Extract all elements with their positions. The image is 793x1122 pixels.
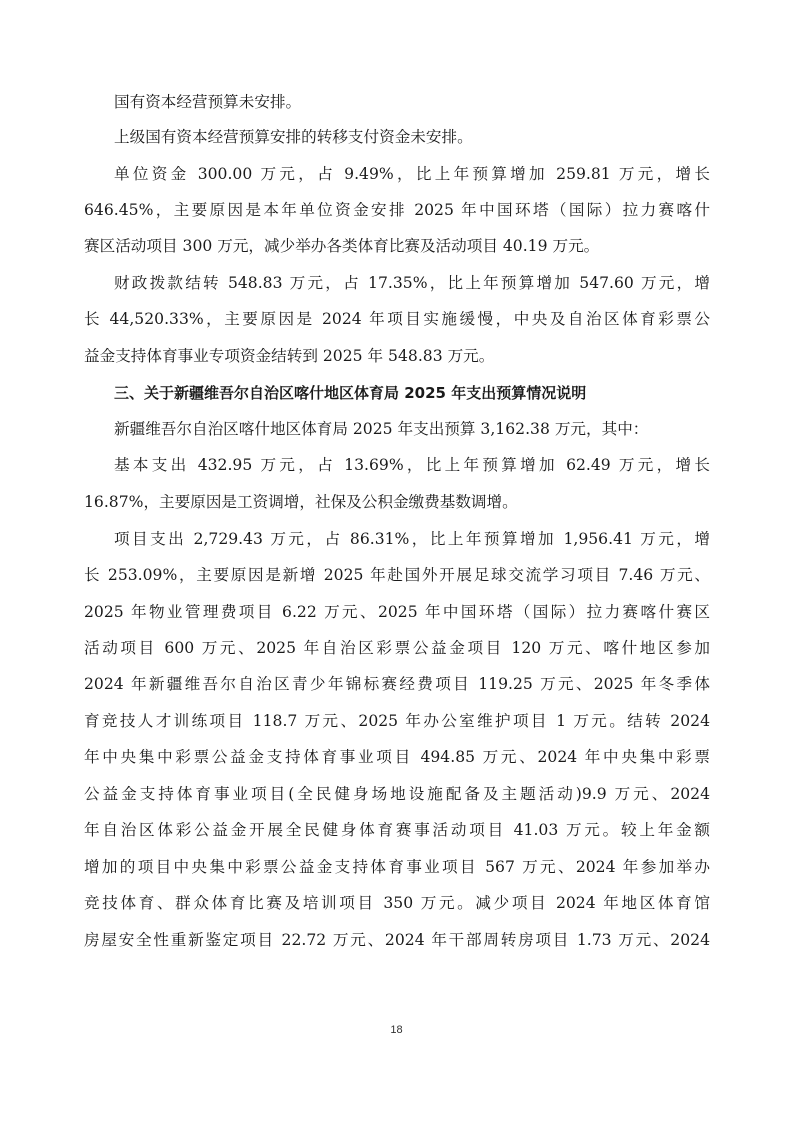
paragraph-line: 房屋安全性重新鉴定项目 22.72 万元、2024 年干部周转房项目 1.73 万元、2024: [84, 931, 710, 949]
paragraph-line: 项目支出 2,729.43 万元，占 86.31%，比上年预算增加 1,956.41 万元，增: [114, 530, 710, 548]
section-heading: 三、关于新疆维吾尔自治区喀什地区体育局 2025 年支出预算情况说明: [114, 384, 587, 402]
paragraph-line: 财政拨款结转 548.83 万元，占 17.35%，比上年预算增加 547.60 万元，增: [114, 274, 710, 292]
paragraph-line: 2025 年物业管理费项目 6.22 万元、2025 年中国环塔（国际）拉力赛喀什赛区: [84, 603, 710, 621]
paragraph-line: 新疆维吾尔自治区喀什地区体育局 2025 年支出预算 3,162.38 万元，其中：: [114, 420, 649, 438]
paragraph-line: 上级国有资本经营预算安排的转移支付资金未安排。: [114, 128, 473, 146]
paragraph-line: 竞技体育、群众体育比赛及培训项目 350 万元。减少项目 2024 年地区体育馆: [84, 894, 710, 912]
paragraph-line: 16.87%，主要原因是工资调增，社保及公积金缴费基数调增。: [84, 493, 518, 511]
paragraph-line: 单位资金 300.00 万元，占 9.49%，比上年预算增加 259.81 万元，增长: [114, 165, 710, 183]
paragraph-line: 长 44,520.33%，主要原因是 2024 年项目实施缓慢，中央及自治区体育彩票公: [84, 310, 710, 328]
paragraph-line: 长 253.09%，主要原因是新增 2025 年赴国外开展足球交流学习项目 7.46 万元、: [84, 566, 710, 584]
paragraph-line: 增加的项目中央集中彩票公益金支持体育事业项目 567 万元、2024 年参加举办: [84, 858, 710, 876]
paragraph-line: 公益金支持体育事业项目(全民健身场地设施配备及主题活动)9.9 万元、2024: [84, 785, 710, 803]
paragraph-line: 2024 年新疆维吾尔自治区青少年锦标赛经费项目 119.25 万元、2025 年冬季体: [84, 675, 710, 693]
paragraph-line: 活动项目 600 万元、2025 年自治区彩票公益金项目 120 万元、喀什地区参加: [84, 639, 710, 657]
paragraph-line: 年自治区体彩公益金开展全民健身体育赛事活动项目 41.03 万元。较上年金额: [84, 821, 710, 839]
paragraph-line: 646.45%，主要原因是本年单位资金安排 2025 年中国环塔（国际）拉力赛喀什: [84, 201, 710, 219]
paragraph-line: 育竞技人才训练项目 118.7 万元、2025 年办公室维护项目 1 万元。结转 2024: [84, 712, 710, 730]
paragraph-line: 益金支持体育事业专项资金结转到 2025 年 548.83 万元。: [84, 347, 495, 365]
page-number: 18: [390, 1024, 403, 1036]
paragraph-line: 年中央集中彩票公益金支持体育事业项目 494.85 万元、2024 年中央集中彩票: [84, 748, 710, 766]
paragraph-line: 基本支出 432.95 万元，占 13.69%，比上年预算增加 62.49 万元，增长: [114, 456, 710, 474]
paragraph-line: 赛区活动项目 300 万元，减少举办各类体育比赛及活动项目 40.19 万元。: [84, 237, 600, 255]
paragraph-line: 国有资本经营预算未安排。: [114, 93, 302, 111]
